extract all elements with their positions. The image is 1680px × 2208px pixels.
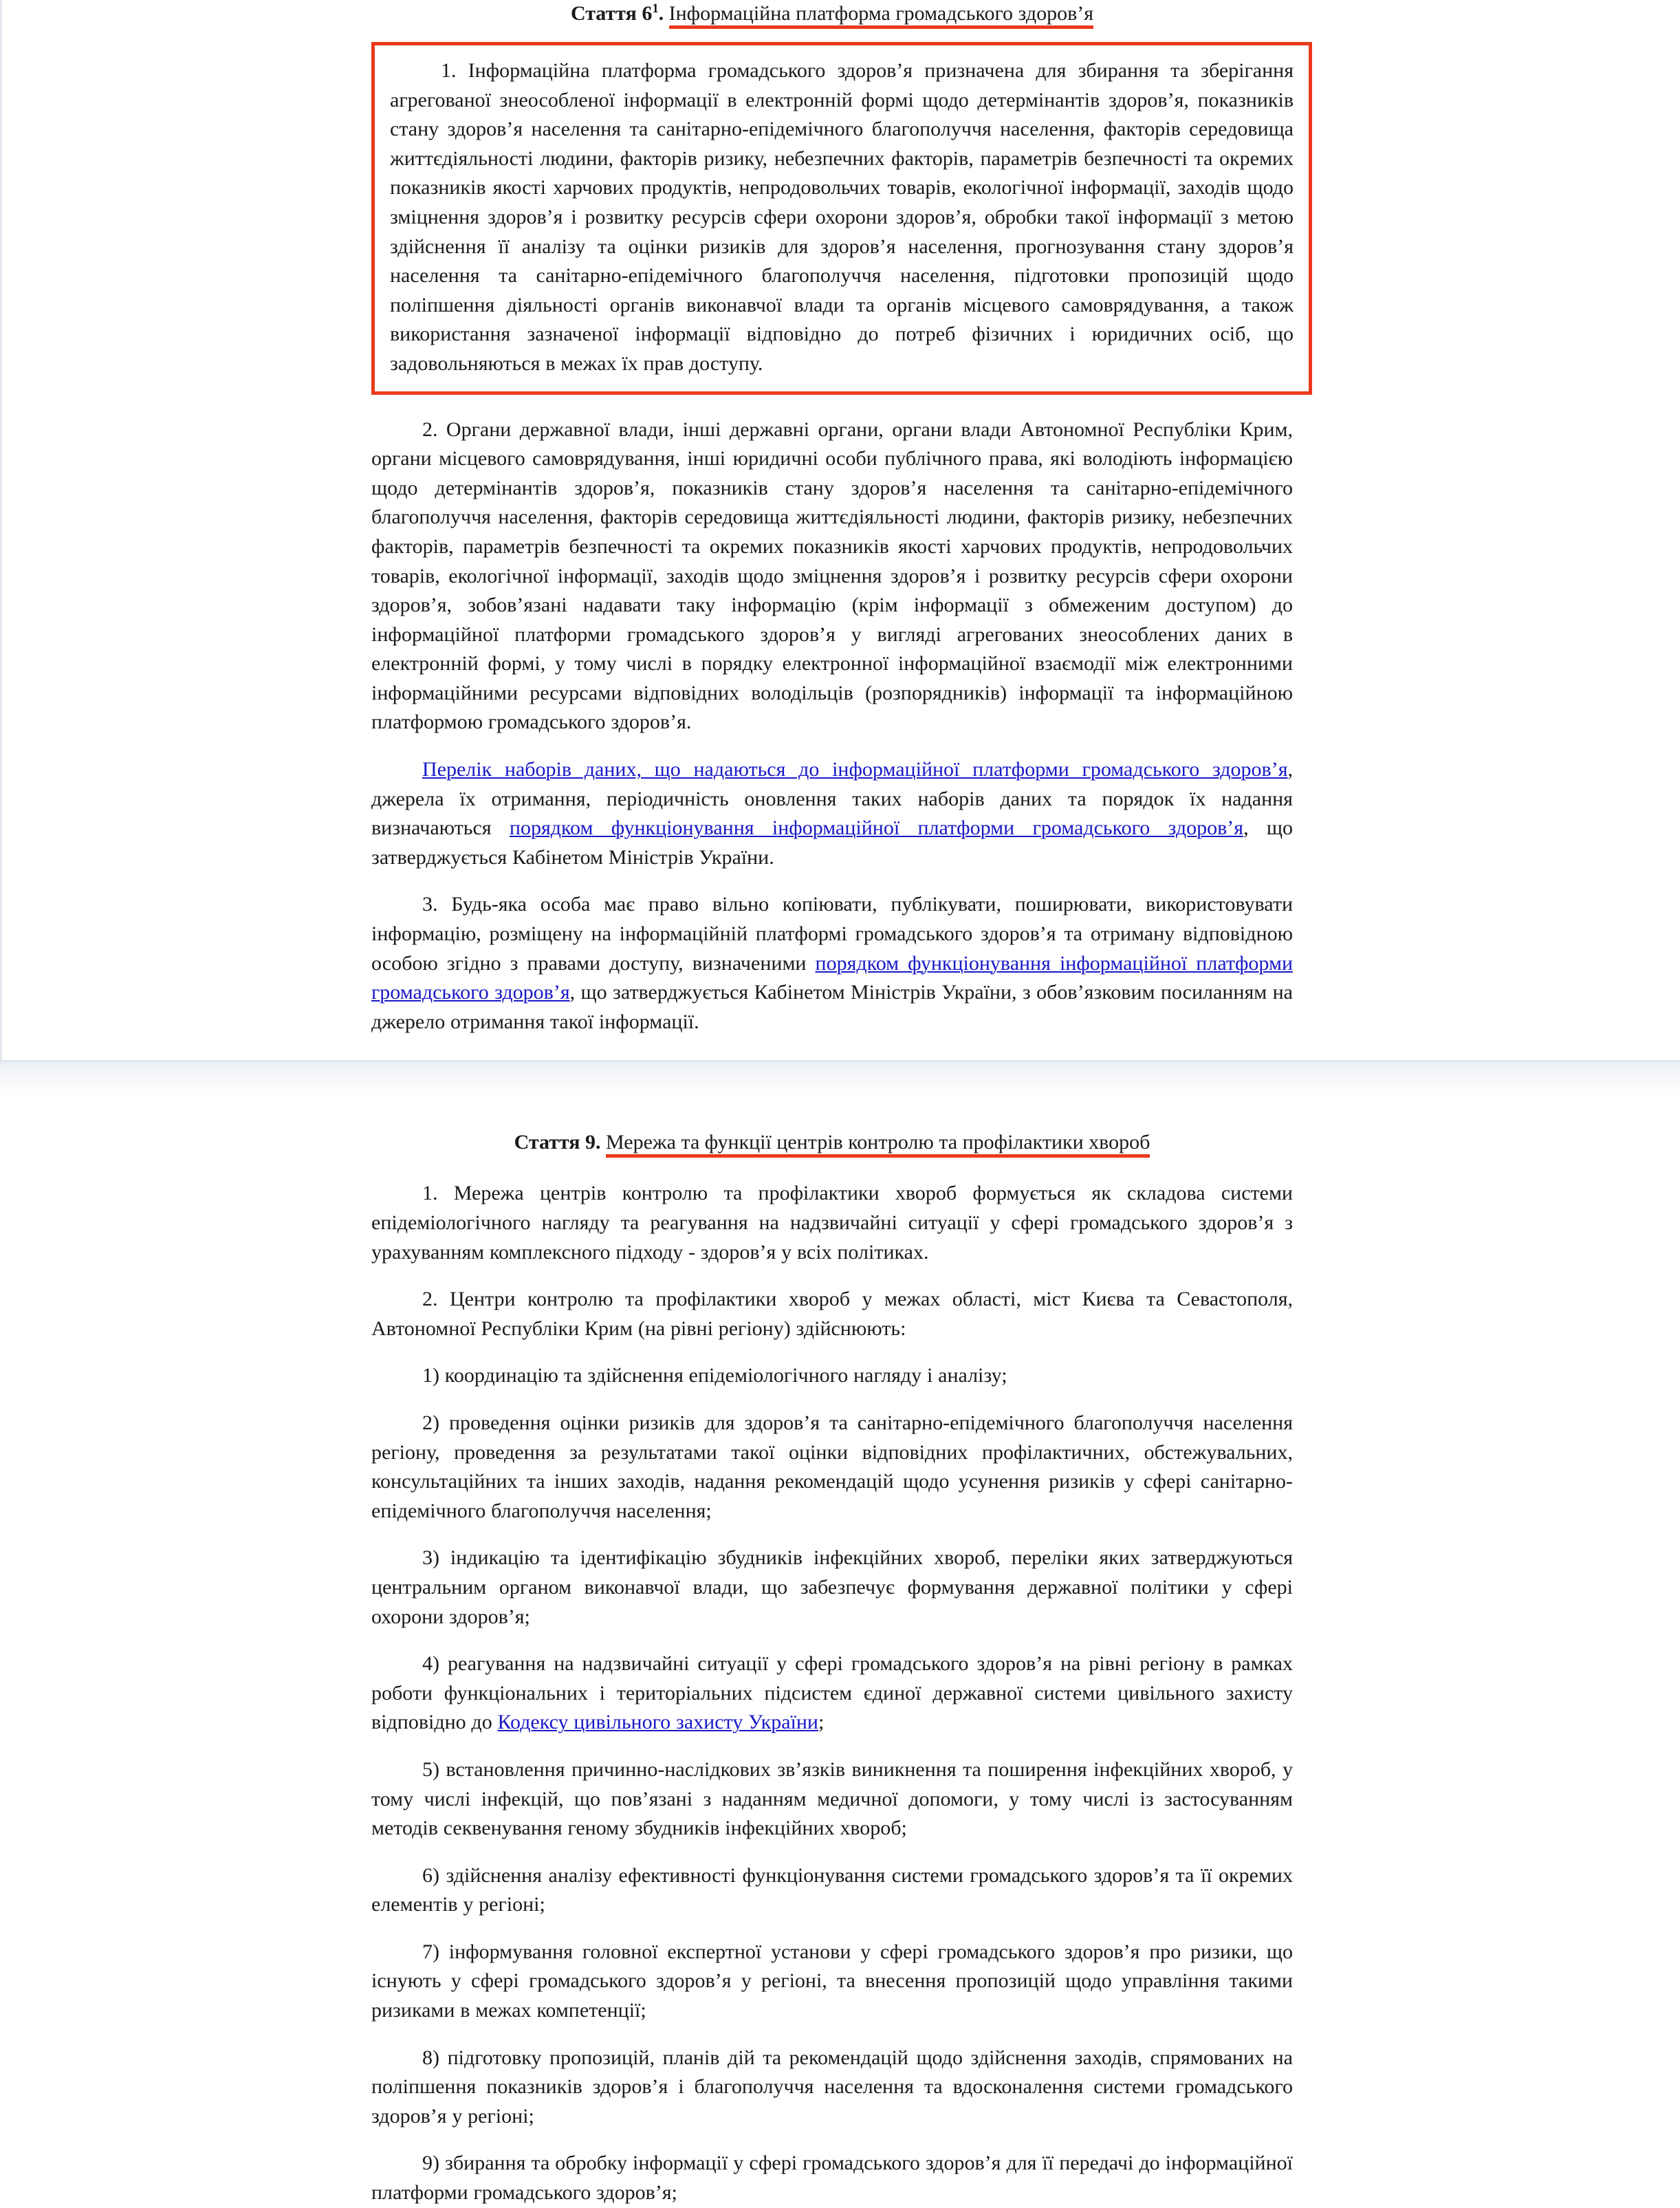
page-separator bbox=[0, 1060, 1680, 1098]
document-page-2 bbox=[0, 1098, 1680, 2207]
article-9-item-5: 5) встановлення причинно-наслідкових зв’язків виникнення та поширення інфекційних хвороб, у тому числі інфекцій, що пов’язані з наданням медичної допомоги, у тому числі із застосуванням методів секвенування геному збудників інфекційних хвороб; bbox=[371, 1757, 1293, 1840]
article-9-body bbox=[371, 1179, 1293, 2207]
article-9-item-3: 3) індикацію та ідентифікацію збудників інфекційних хвороб, переліки яких затверджуються центральним органом виконавчої влади, що забезпечує формування державної політики у сфері охорони здоров’я; bbox=[371, 1546, 1293, 1628]
link-data-sets-list[interactable]: Перелік наборів даних, що надаються до інформаційної платформи громадського здоров’я bbox=[422, 758, 1288, 781]
highlight-box-paragraph-1 bbox=[371, 42, 1312, 395]
page-separator-shadow bbox=[0, 1062, 1680, 1098]
article-9-item-1: 1) координацію та здійснення епідеміологічного нагляду і аналізу; bbox=[422, 1364, 1007, 1387]
article-9-paragraph-1 bbox=[371, 1179, 1293, 1267]
article-6-1-heading bbox=[371, 0, 1293, 30]
article-6-1-number bbox=[571, 2, 669, 25]
article-6-1-paragraph-1: 1. Інформаційна платформа громадського здоров’я призначена для збирання та зберігання агрегованої знеособленої інформації в електронній формі щодо детермінантів здоров’я, показників стану здоров’я населення та санітарно-епідемічного благополуччя населення, факторів середовища життєдіяльності людини, факторів ризику, небезпечних факторів, параметрів безпечності та окремих показників якості харчових продуктів, непродовольчих товарів, екологічної інформації, заходів щодо зміцнення здоров’я і розвитку ресурсів сфери охорони здоров’я, обробки такої інформації з метою здійснення її аналізу та оцінки ризиків для здоров’я населення, прогнозування стану здоров’я населення та санітарно-епідемічного благополуччя населення, підготовки пропозицій щодо поліпшення діяльності органів виконавчої влади та органів місцевого самоврядування, а також використання зазначеної інформації відповідно до потреб фізичних і юридичних осіб, що задовольняються в межах їх прав доступу. bbox=[390, 59, 1294, 375]
article-9-item-6: 6) здійснення аналізу ефективності функціонування системи громадського здоров’я та її окремих елементів у регіоні; bbox=[371, 1863, 1293, 1916]
document-page-1 bbox=[0, 0, 1680, 1060]
article-9-item-2: 2) проведення оцінки ризиків для здоров’я та санітарно-епідемічного благополуччя населення регіону, проведення за результатами такої оцінки відповідних профілактичних, обстежувальних, консультаційних та інших заходів, надання рекомендацій щодо усунення ризиків у сфері санітарно-епідемічного благополуччя населення; bbox=[371, 1411, 1293, 1522]
article-9-number: Стаття 9. bbox=[514, 1131, 601, 1154]
article-6-1-paragraph-3-mid: , джерела їх отримання, періодичність оновлення таких наборів даних та порядок їх надання визначаються bbox=[371, 758, 1293, 840]
article-6-1-body bbox=[371, 415, 1293, 1037]
article-9-item-8: 8) підготовку пропозицій, планів дій та рекомендацій щодо здійснення заходів, спрямованих на поліпшення показників здоров’я і благополуччя населення та вдосконалення системи громадського здоров’я у регіоні; bbox=[371, 2046, 1293, 2128]
article-9-paragraph-1-underlined: як складова системи епідеміологічного нагляду та реагування на надзвичайні ситуації у сфері громадського здоров’я з урахуванням комплексного підходу - здоров’я у всіх політиках. bbox=[371, 1182, 1293, 1264]
article-6-1-paragraph-4-lead: 3. Будь-яка особа має право вільно копіювати, публікувати, поширювати, використовувати інформацію, розміщену на інформаційній платформі громадського здоров’я та отриману відповідною особою згідно з правами доступу, визначеними bbox=[371, 893, 1293, 975]
article-6-1-paragraph-3-tail: , що затверджується Кабінетом Міністрів України. bbox=[371, 816, 1293, 869]
article-6-1-paragraph-2: 2. Органи державної влади, інші державні органи, органи влади Автономної Республіки Крим, органи місцевого самоврядування, інші юридичні особи публічного права, які володіють інформацією щодо детермінантів здоров’я, показників стану здоров’я населення та санітарно-епідемічного благополуччя населення, факторів середовища життєдіяльності людини, факторів ризику, небезпечних факторів, параметрів безпечності та окремих показників якості харчових продуктів, непродовольчих товарів, екологічної інформації, заходів щодо зміцнення здоров’я і розвитку ресурсів сфери охорони здоров’я, зобов’язані надавати таку інформацію (крім інформації з обмеженим доступом) до інформаційної платформи громадського здоров’я у вигляді агрегованих знеособлених даних в електронній формі, у тому числі в порядку електронної інформаційної взаємодії між електронними інформаційними ресурсами відповідних володільців (розпорядників) інформації та інформаційною платформою громадського здоров’я. bbox=[371, 418, 1293, 734]
article-6-1-superscript: 1 bbox=[652, 1, 659, 16]
article-9-item-4-after-link: ; bbox=[818, 1711, 825, 1734]
article-6-1-separator: . bbox=[658, 2, 669, 25]
article-9-heading bbox=[371, 1129, 1293, 1158]
article-9-title: Мережа та функції центрів контролю та профілактики хвороб bbox=[606, 1131, 1150, 1158]
spacer bbox=[0, 1158, 1680, 1179]
article-6-1-paragraph-4-tail: , що затверджується Кабінетом Міністрів України, з обов’язковим посиланням на джерело отримання такої інформації. bbox=[371, 981, 1293, 1033]
article-6-1-number-text: Стаття 6 bbox=[570, 2, 653, 25]
link-platform-operation-order-2[interactable]: порядком функціонування інформаційної платформи громадського здоров’я bbox=[371, 951, 1293, 1004]
article-6-1-paragraph-3 bbox=[371, 755, 1293, 872]
link-civil-protection-code[interactable]: Кодексу цивільного захисту України bbox=[497, 1711, 818, 1734]
article-9-paragraph-2 bbox=[371, 1285, 1293, 1343]
article-6-1-paragraph-4 bbox=[371, 890, 1293, 1037]
page-left-edge bbox=[0, 0, 2, 1060]
spacer bbox=[0, 395, 1680, 415]
article-6-1-title: Інформаційна платформа громадського здоров’я bbox=[669, 2, 1093, 29]
article-9-item-4 bbox=[371, 1649, 1293, 1738]
article-9-item-4-before-link: 4) реагування на надзвичайні ситуації у сфері громадського здоров’я на рівні регіону в рамках роботи функціональних і територіальних підсистем єдиної державної системи цивільного захисту відповідно до bbox=[371, 1652, 1293, 1734]
article-9-paragraph-2-underlined: 2. Центри контролю та профілактики хвороб у межах області, міст Києва та Севастополя, Автономної Республіки Крим (на рівні регіону) здійснюють: bbox=[371, 1288, 1293, 1340]
article-9-paragraph-1-plain: 1. Мережа центрів контролю та профілактики хвороб формується bbox=[422, 1182, 1092, 1205]
article-9-item-7: 7) інформування головної експертної установи у сфері громадського здоров’я про ризики, що існують у сфері громадського здоров’я у регіоні, та внесення пропозицій щодо управління такими ризиками в межах компетенції; bbox=[371, 1940, 1293, 2022]
link-platform-operation-order-1[interactable]: порядком функціонування інформаційної платформи громадського здоров’я bbox=[509, 816, 1244, 840]
article-9-item-9: 9) збирання та обробку інформації у сфері громадського здоров’я для її передачі до інформаційної платформи громадського здоров’я; bbox=[371, 2152, 1293, 2205]
